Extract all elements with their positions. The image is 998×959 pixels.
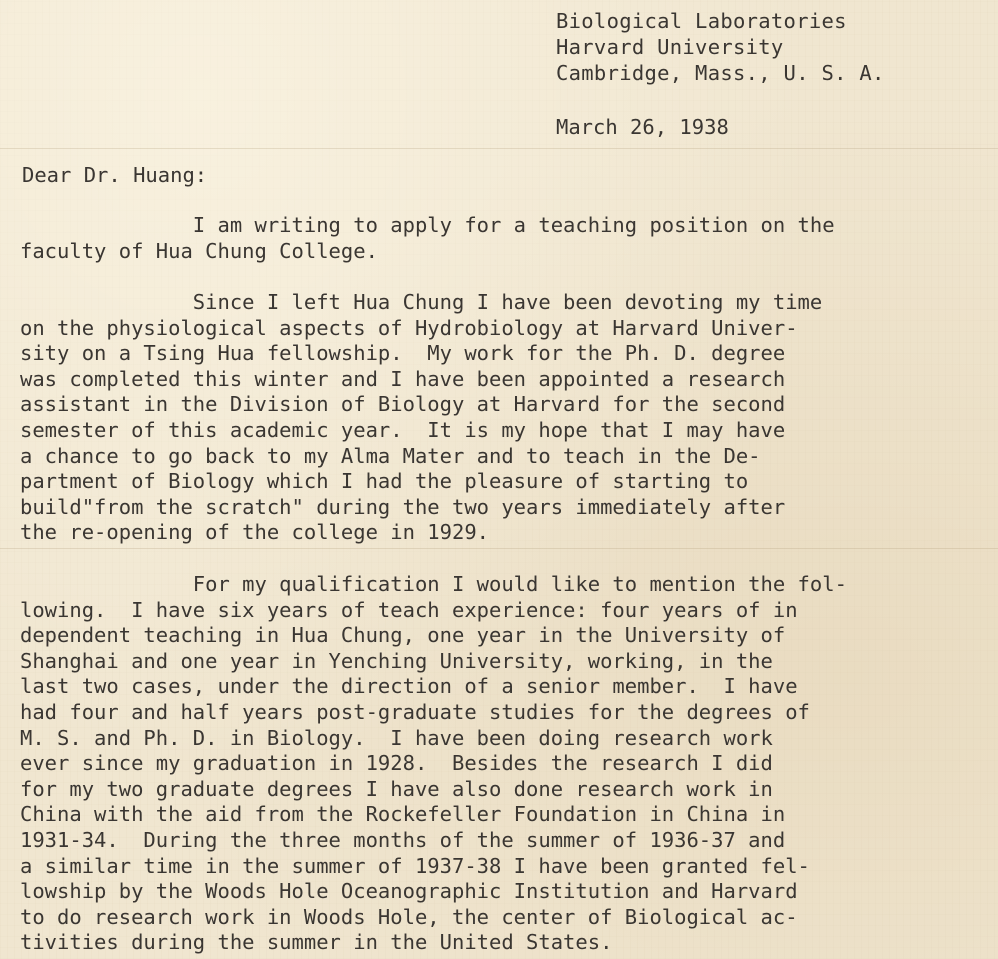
text-line: M. S. and Ph. D. in Biology. I have been doing research work <box>20 725 773 750</box>
text-line: a similar time in the summer of 1937-38 I have been granted fel- <box>20 853 810 878</box>
text-line: build"from the scratch" during the two years immediately after <box>20 494 786 519</box>
letterhead <box>556 8 885 86</box>
text-line: the re-opening of the college in 1929. <box>20 520 489 545</box>
text-line: China with the aid from the Rockefeller Foundation in China in <box>20 802 786 827</box>
text-line: I am writing to apply for a teaching position on the <box>20 213 835 237</box>
text-line: ever since my graduation in 1928. Besides the research I did <box>20 751 773 776</box>
text-line: 1931-34. During the three months of the summer of 1936-37 and <box>20 827 786 852</box>
text-line: Shanghai and one year in Yenching University, working, in the <box>20 648 773 673</box>
paragraph-qualifications <box>20 572 847 956</box>
text-line: for my two graduate degrees I have also done research work in <box>20 776 773 801</box>
text-line: had four and half years post-graduate studies for the degrees of <box>20 699 810 724</box>
paper-fold-line <box>0 148 998 149</box>
text-line: last two cases, under the direction of a senior member. I have <box>20 674 798 699</box>
text-line: lowship by the Woods Hole Oceanographic Institution and Harvard <box>20 879 798 904</box>
paper-fold-line <box>0 548 998 549</box>
text-line: assistant in the Division of Biology at Harvard for the second <box>20 392 786 417</box>
letterhead-line: Harvard University <box>556 35 784 59</box>
text-line: dependent teaching in Hua Chung, one year in the University of <box>20 623 786 648</box>
text-line: semester of this academic year. It is my hope that I may have <box>20 417 786 442</box>
text-line: For my qualification I would like to mention the fol- <box>20 572 847 596</box>
letterhead-line: Cambridge, Mass., U. S. A. <box>556 61 885 85</box>
text-line: to do research work in Woods Hole, the center of Biological ac- <box>20 904 798 929</box>
paragraph-application <box>20 213 835 264</box>
text-line: Since I left Hua Chung I have been devoting my time <box>20 290 823 314</box>
salutation: Dear Dr. Huang: <box>22 163 208 187</box>
text-line: faculty of Hua Chung College. <box>20 238 378 263</box>
text-line: partment of Biology which I had the pleasure of starting to <box>20 469 749 494</box>
letterhead-line: Biological Laboratories <box>556 9 847 33</box>
text-line: sity on a Tsing Hua fellowship. My work for the Ph. D. degree <box>20 341 786 366</box>
paragraph-background <box>20 290 822 546</box>
text-line: a chance to go back to my Alma Mater and to teach in the De- <box>20 443 761 468</box>
text-line: tivities during the summer in the United States. <box>20 930 613 955</box>
text-line: lowing. I have six years of teach experience: four years of in <box>20 597 798 622</box>
text-line: on the physiological aspects of Hydrobiology at Harvard Univer- <box>20 315 798 340</box>
letter-date: March 26, 1938 <box>556 115 729 139</box>
text-line: was completed this winter and I have been appointed a research <box>20 366 786 391</box>
